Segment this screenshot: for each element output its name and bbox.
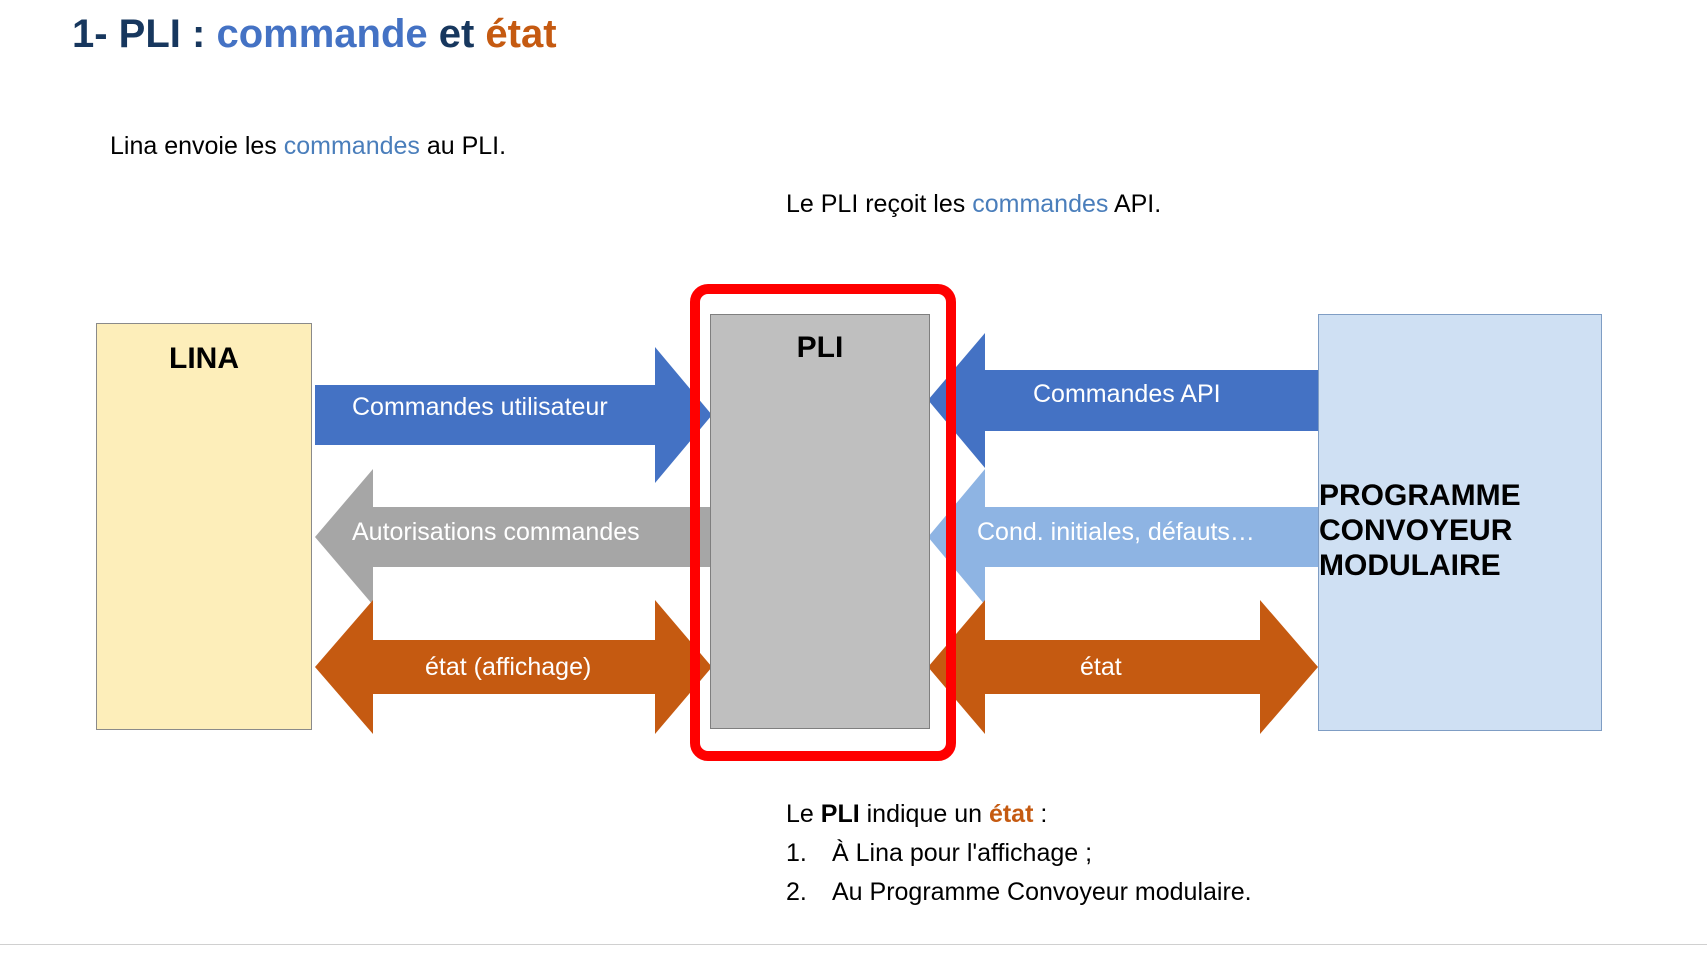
- page-title-part4: état: [485, 12, 557, 56]
- caption-pli-text-post: API.: [1108, 190, 1162, 218]
- footnote-heading-highlight: état: [988, 800, 1034, 828]
- arrow-label-cond-initiales: Cond. initiales, défauts…: [977, 518, 1255, 546]
- arrow-label-etat-affichage: état (affichage): [425, 653, 592, 681]
- page-title-part1: 1- PLI :: [72, 12, 217, 56]
- box-program-label-line1: PROGRAMME: [1319, 479, 1521, 513]
- footnote-item-2-text: Au Programme Convoyeur modulaire.: [832, 878, 1252, 906]
- footnote-item-2-number: 2.: [786, 878, 807, 906]
- page-title-part2: commande: [216, 12, 428, 56]
- caption-pli-text-highlight: commandes: [972, 190, 1109, 218]
- caption-pli-text-pre: Le PLI reçoit les: [786, 190, 973, 218]
- footnote-item-1-text: À Lina pour l'affichage ;: [832, 839, 1093, 867]
- footnote-item-1-number: 1.: [786, 839, 807, 867]
- box-pli: [710, 314, 930, 729]
- caption-lina-text-highlight: commandes: [283, 132, 420, 160]
- box-pli-label: PLI: [796, 331, 844, 364]
- footnote-heading-pre: Le: [786, 800, 821, 828]
- arrow-label-commandes-api: Commandes API: [1033, 380, 1221, 408]
- caption-lina-text-post: au PLI.: [419, 132, 507, 160]
- arrow-etat: [928, 600, 1318, 734]
- page-title-part3: et: [427, 12, 486, 56]
- footnote-heading-mid: indique un: [859, 800, 989, 828]
- box-program-label-line2: CONVOYEUR: [1319, 514, 1513, 548]
- footnote-heading-bold: PLI: [820, 800, 860, 828]
- caption-lina-text-pre: Lina envoie les: [110, 132, 284, 160]
- box-program-label-line3: MODULAIRE: [1319, 548, 1501, 582]
- arrow-label-etat: état: [1080, 653, 1122, 681]
- footnote-heading-post: :: [1033, 800, 1048, 828]
- arrow-label-commandes-utilisateur: Commandes utilisateur: [352, 393, 608, 421]
- box-lina-label: LINA: [169, 342, 239, 375]
- arrow-label-autorisations-commandes: Autorisations commandes: [352, 518, 640, 546]
